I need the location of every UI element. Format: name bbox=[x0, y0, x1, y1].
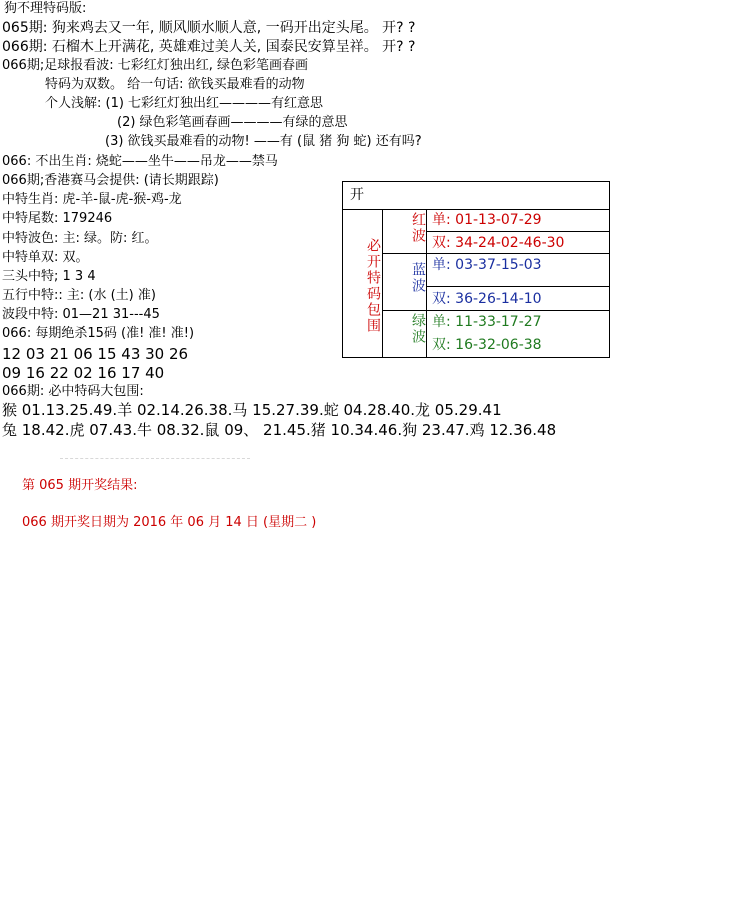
group-green-double-key: 双: bbox=[432, 337, 451, 353]
group-blue-label: 蓝波 bbox=[410, 262, 426, 294]
line-066-football-3: 个人浅解: (1) 七彩红灯独出红————有红意思 bbox=[45, 96, 324, 111]
line-066-no-zodiac: 066: 不出生肖: 烧蛇——坐牛——吊龙——禁马 bbox=[2, 154, 278, 169]
surround-table bbox=[342, 181, 610, 358]
group-red-label: 红波 bbox=[410, 212, 426, 244]
line-066-riddle: 066期: 石榴木上开满花, 英雄难过美人关, 国泰民安算呈祥。 开? ? bbox=[2, 39, 416, 55]
faint-divider bbox=[60, 458, 250, 460]
group-red bbox=[383, 210, 609, 254]
group-red-single-row bbox=[427, 210, 609, 232]
line-066-football-2: 特码为双数。 给一句话: 欲钱买最难看的动物 bbox=[45, 77, 305, 92]
group-green-single-key: 单: bbox=[432, 314, 451, 330]
line-065-riddle: 065期: 狗来鸡去又一年, 顺风顺水顺人意, 一码开出定头尾。 开? ? bbox=[2, 20, 416, 36]
result-066-date: 066 期开奖日期为 2016 年 06 月 14 日 (星期二 ) bbox=[22, 515, 317, 530]
table-title: 开 bbox=[343, 182, 609, 210]
group-red-single-key: 单: bbox=[432, 212, 451, 228]
group-green-double-values: 16-32-06-38 bbox=[455, 337, 542, 353]
kill-numbers-row-1: 12 03 21 06 15 43 30 26 bbox=[2, 345, 189, 363]
group-blue-double-key: 双: bbox=[432, 291, 451, 307]
group-green-single-values: 11-33-17-27 bbox=[455, 314, 542, 330]
group-blue-label-cell bbox=[383, 254, 427, 310]
group-red-double-values: 34-24-02-46-30 bbox=[455, 235, 565, 251]
line-066-football-5: (3) 欲钱买最难看的动物! ——有 (鼠 猪 狗 蛇) 还有吗? bbox=[105, 134, 422, 149]
line-066-football-4: (2) 绿色彩笔画春画————有绿的意思 bbox=[117, 115, 348, 130]
result-065-heading: 第 065 期开奖结果: bbox=[22, 478, 138, 493]
group-red-label-cell bbox=[383, 210, 427, 253]
tail-number-line: 中特尾数: 179246 bbox=[2, 211, 113, 226]
group-green bbox=[383, 311, 609, 357]
group-blue-single-key: 单: bbox=[432, 257, 451, 273]
line-066-football: 066期;足球报看波: 七彩红灯独出红, 绿色彩笔画春画 bbox=[2, 58, 308, 73]
group-green-double-row bbox=[427, 334, 609, 357]
line-066-hk-jockey: 066期;香港赛马会提供: (请长期跟踪) bbox=[2, 173, 219, 188]
group-blue-single-values: 03-37-15-03 bbox=[455, 257, 542, 273]
kill-15-line: 066: 每期绝杀15码 (准! 准! 准!) bbox=[2, 326, 195, 341]
odd-even-line: 中特单双: 双。 bbox=[2, 250, 89, 265]
five-element-line: 五行中特:: 主: (水 (土) 准) bbox=[2, 288, 156, 303]
side-label: 必开特码包围 bbox=[365, 238, 381, 334]
surround-row-1: 猴 01.13.25.49.羊 02.14.26.38.马 15.27.39.蛇 04.28.40.龙 05.29.41 bbox=[2, 401, 502, 419]
group-red-single-values: 01-13-07-29 bbox=[455, 212, 542, 228]
wave-color-line: 中特波色: 主: 绿。防: 红。 bbox=[2, 231, 158, 246]
kill-numbers-row-2: 09 16 22 02 16 17 40 bbox=[2, 364, 165, 382]
page-header: 狗不理特码版: bbox=[4, 1, 87, 16]
side-label-cell bbox=[343, 210, 383, 357]
segment-line: 波段中特: 01—21 31---45 bbox=[2, 307, 160, 322]
group-red-double-row bbox=[427, 232, 609, 254]
group-blue-double-row bbox=[427, 287, 609, 311]
group-red-double-key: 双: bbox=[432, 235, 451, 251]
group-blue bbox=[383, 254, 609, 311]
head-number-line: 三头中特; 1 3 4 bbox=[2, 269, 96, 284]
group-blue-single-row bbox=[427, 254, 609, 287]
group-blue-double-values: 36-26-14-10 bbox=[455, 291, 542, 307]
group-green-label: 绿波 bbox=[410, 313, 426, 345]
surround-row-2: 兔 18.42.虎 07.43.牛 08.32.鼠 09、 21.45.猪 10.34.46.狗 23.47.鸡 12.36.48 bbox=[2, 421, 557, 439]
group-green-label-cell bbox=[383, 311, 427, 357]
zodiac-line: 中特生肖: 虎-羊-鼠-虎-猴-鸡-龙 bbox=[2, 192, 182, 207]
group-green-single-row bbox=[427, 311, 609, 334]
surround-heading: 066期: 必中特码大包围: bbox=[2, 384, 144, 399]
